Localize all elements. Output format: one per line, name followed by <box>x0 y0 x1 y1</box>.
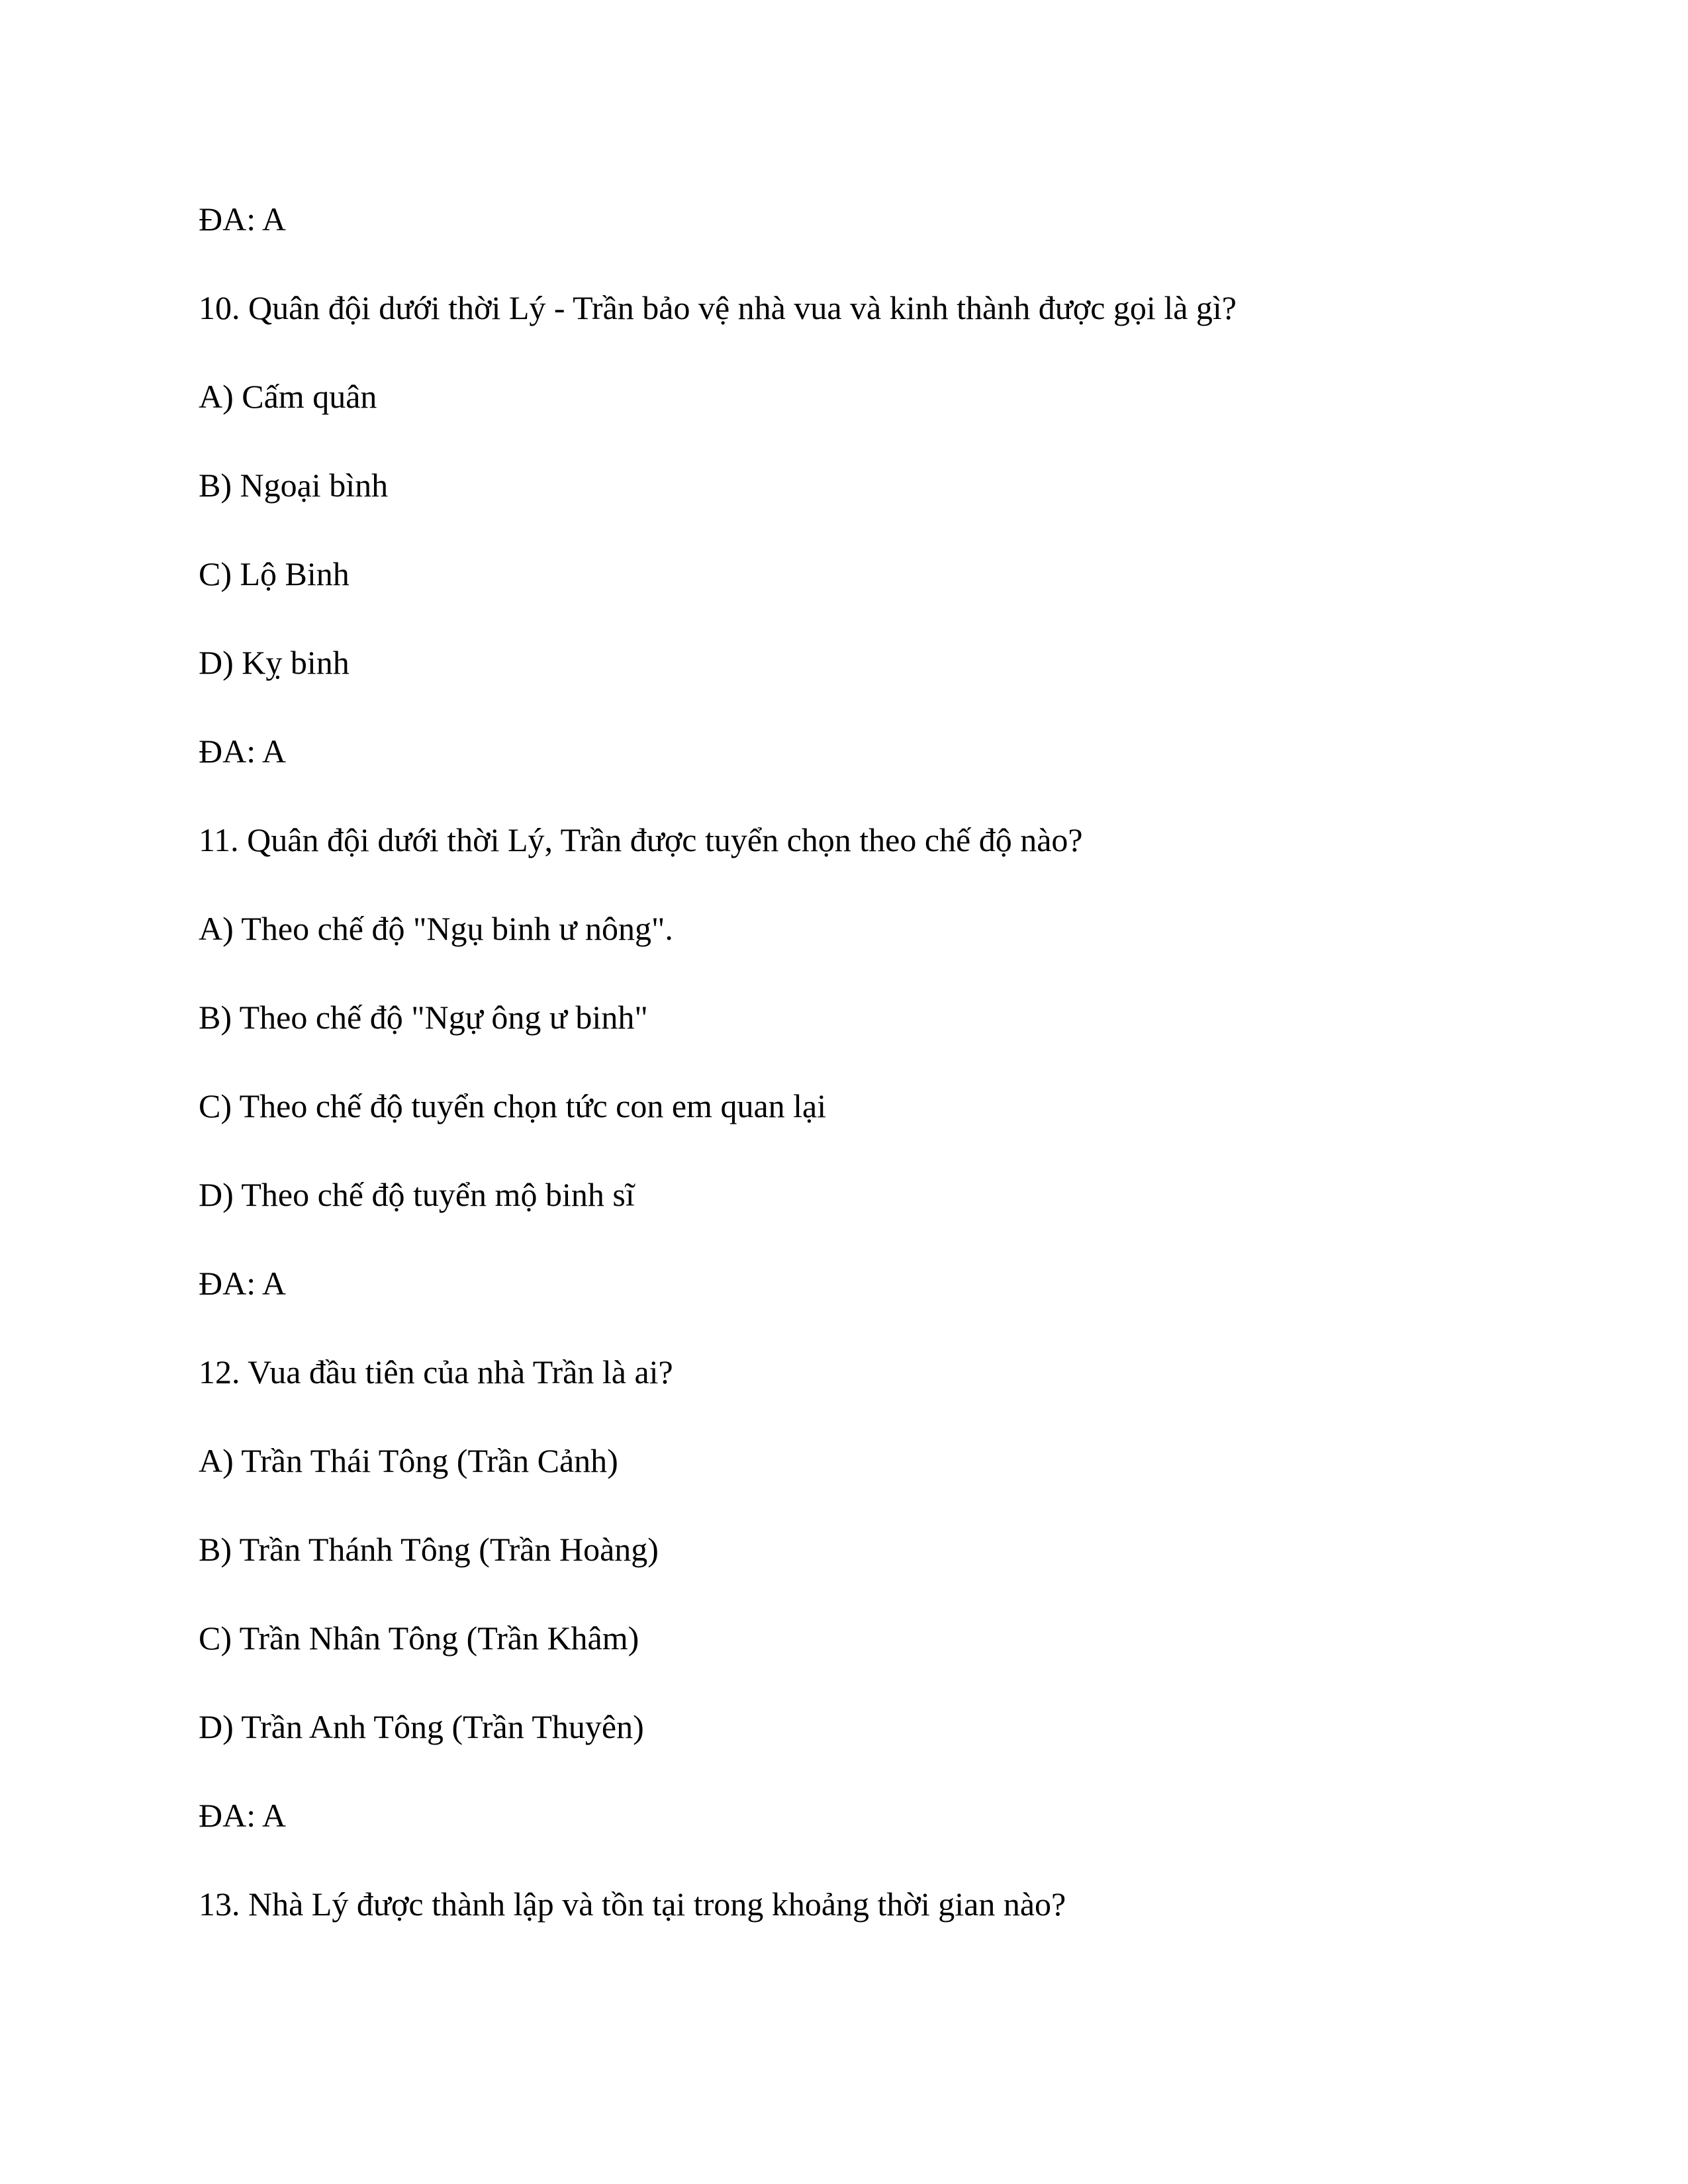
option-d: D) Trần Anh Tông (Trần Thuyên) <box>199 1708 644 1745</box>
option-c: C) Lộ Binh <box>199 555 350 592</box>
option-b: B) Ngoại bình <box>199 467 389 504</box>
option-b: B) Theo chế độ "Ngự ông ư binh" <box>199 999 648 1036</box>
question-12: 12. Vua đầu tiên của nhà Trần là ai? <box>199 1353 673 1390</box>
answer-line: ĐA: A <box>199 201 286 238</box>
answer-line: ĐA: A <box>199 1797 286 1834</box>
option-d: D) Theo chế độ tuyển mộ binh sĩ <box>199 1176 635 1213</box>
option-d: D) Kỵ binh <box>199 644 350 681</box>
question-10: 10. Quân đội dưới thời Lý - Trần bảo vệ nhà vua và kinh thành được gọi là gì? <box>199 289 1237 326</box>
option-a: A) Theo chế độ "Ngụ binh ư nông". <box>199 910 673 947</box>
option-b: B) Trần Thánh Tông (Trần Hoàng) <box>199 1531 659 1568</box>
question-11: 11. Quân đội dưới thời Lý, Trần được tuyển chọn theo chế độ nào? <box>199 821 1083 858</box>
answer-line: ĐA: A <box>199 733 286 770</box>
option-a: A) Cấm quân <box>199 378 377 415</box>
option-a: A) Trần Thái Tông (Trần Cảnh) <box>199 1442 618 1479</box>
answer-line: ĐA: A <box>199 1265 286 1302</box>
question-13: 13. Nhà Lý được thành lập và tồn tại trong khoảng thời gian nào? <box>199 1886 1066 1923</box>
option-c: C) Trần Nhân Tông (Trần Khâm) <box>199 1619 639 1657</box>
option-c: C) Theo chế độ tuyển chọn tức con em quan lại <box>199 1087 827 1124</box>
